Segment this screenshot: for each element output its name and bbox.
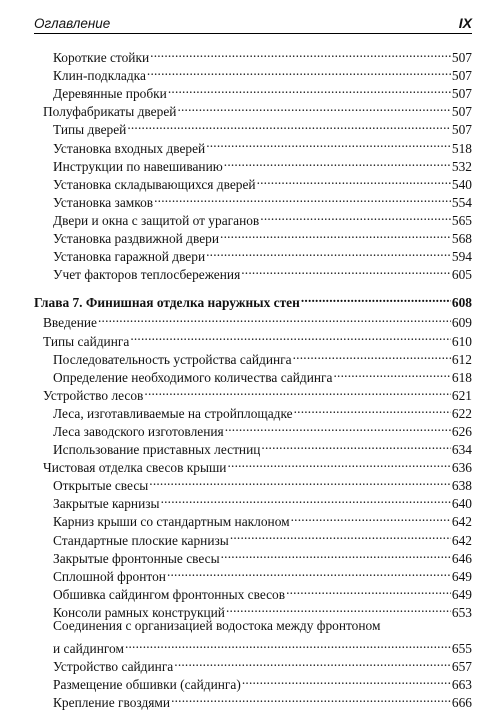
toc-leader-dots bbox=[260, 207, 451, 225]
toc-leader-dots bbox=[294, 400, 451, 418]
toc-entry-title-line1[interactable]: Соединения с организацией водостока между фронтоном bbox=[53, 617, 381, 633]
toc-entry-page: 622 bbox=[451, 405, 472, 421]
toc-entry-page: 621 bbox=[451, 387, 472, 403]
toc-entry-title: Закрытые карнизы bbox=[53, 496, 160, 512]
toc-entry-page: 609 bbox=[451, 315, 472, 331]
toc-leader-dots bbox=[242, 671, 451, 689]
toc-entry[interactable] bbox=[34, 635, 472, 657]
toc-entry-page: 565 bbox=[451, 212, 472, 228]
toc-chapter-page: 608 bbox=[451, 295, 472, 311]
toc-entry-title: Леса, изготавливаемые на стройплощадке bbox=[53, 405, 293, 421]
toc-entry-title: Размещение обшивки (сайдинга) bbox=[53, 677, 241, 693]
toc-entry-page: 638 bbox=[451, 478, 472, 494]
toc-leader-dots bbox=[130, 327, 451, 345]
toc-leader-dots bbox=[167, 563, 451, 581]
toc-entry-title: Деревянные пробки bbox=[53, 86, 167, 102]
toc-leader-dots bbox=[144, 382, 451, 400]
toc-entry-page: 507 bbox=[451, 104, 472, 120]
toc-chapter-title: Глава 7. Финишная отделка наружных стен bbox=[34, 295, 300, 311]
header-section-title: Оглавление bbox=[34, 16, 111, 31]
toc-entry-title: Инструкции по навешиванию bbox=[53, 158, 223, 174]
toc-entry-title: Установка раздвижной двери bbox=[53, 231, 220, 247]
toc-entry-title: Клин-подкладка bbox=[53, 68, 146, 84]
toc-leader-dots bbox=[226, 599, 451, 617]
toc-leader-dots bbox=[286, 581, 451, 599]
toc-entry-title: Учет факторов теплосбережения bbox=[53, 267, 241, 283]
toc-entry[interactable] bbox=[34, 44, 472, 66]
toc-leader-dots bbox=[125, 635, 451, 653]
toc-leader-dots bbox=[127, 116, 451, 134]
toc-entry-title: Использование приставных лестниц bbox=[53, 442, 261, 458]
table-of-contents bbox=[34, 44, 472, 711]
toc-entry-page: 610 bbox=[451, 333, 472, 349]
toc-entry-title: Установка гаражной двери bbox=[53, 249, 206, 265]
toc-entry-title: Устройство сайдинга bbox=[53, 659, 174, 675]
toc-leader-dots bbox=[149, 472, 451, 490]
toc-entry-page: 518 bbox=[451, 140, 472, 156]
toc-entry-page: 663 bbox=[451, 677, 472, 693]
toc-leader-dots bbox=[147, 62, 451, 80]
toc-entry-page: 657 bbox=[451, 659, 472, 675]
toc-leader-dots bbox=[171, 689, 451, 707]
toc-leader-dots bbox=[257, 171, 451, 189]
toc-leader-dots bbox=[206, 134, 451, 152]
toc-entry-page: 507 bbox=[451, 122, 472, 138]
toc-leader-dots bbox=[293, 346, 451, 364]
toc-entry-title: Консоли рамных конструкций bbox=[53, 604, 225, 620]
header-page-number: IX bbox=[458, 15, 472, 31]
toc-entry-page: 649 bbox=[451, 568, 472, 584]
toc-entry-title: Карниз крыши со стандартным наклоном bbox=[53, 514, 290, 530]
toc-entry-page: 666 bbox=[451, 695, 472, 711]
toc-entry-title: Сплошной фронтон bbox=[53, 568, 166, 584]
toc-entry-page: 655 bbox=[451, 641, 472, 657]
toc-entry-page: 642 bbox=[451, 532, 472, 548]
toc-entry-title-line2: и сайдингом bbox=[53, 641, 124, 657]
toc-entry-title: Стандартные плоские карнизы bbox=[53, 532, 229, 548]
toc-entry-page: 634 bbox=[451, 442, 472, 458]
toc-entry-page: 507 bbox=[451, 50, 472, 66]
toc-entry-title: Установка входных дверей bbox=[53, 140, 206, 156]
toc-entry-page: 594 bbox=[451, 249, 472, 265]
toc-leader-dots bbox=[291, 508, 451, 526]
toc-entry-page: 532 bbox=[451, 158, 472, 174]
toc-entry-title: Короткие стойки bbox=[53, 50, 150, 66]
toc-leader-dots bbox=[177, 98, 450, 116]
toc-entry-page: 568 bbox=[451, 231, 472, 247]
toc-entry-page: 507 bbox=[451, 86, 472, 102]
toc-leader-dots bbox=[224, 153, 451, 171]
toc-leader-dots bbox=[227, 454, 450, 472]
toc-entry-page: 605 bbox=[451, 267, 472, 283]
toc-leader-dots bbox=[241, 261, 451, 279]
toc-entry-page: 507 bbox=[451, 68, 472, 84]
toc-leader-dots bbox=[161, 490, 451, 508]
toc-leader-dots bbox=[221, 545, 451, 563]
toc-entry-title: Чистовая отделка свесов крыши bbox=[43, 460, 227, 476]
toc-entry-title: Открытые свесы bbox=[53, 478, 149, 494]
toc-chapter-entry[interactable] bbox=[34, 289, 472, 311]
toc-entry-page: 636 bbox=[451, 460, 472, 476]
toc-entry-page: 612 bbox=[451, 351, 472, 367]
toc-entry-page: 646 bbox=[451, 550, 472, 566]
toc-entry-title: Типы сайдинга bbox=[43, 333, 130, 349]
toc-leader-dots bbox=[301, 289, 451, 307]
toc-entry-page: 626 bbox=[451, 423, 472, 439]
toc-entry-title: Леса заводского изготовления bbox=[53, 423, 224, 439]
toc-entry-title: Двери и окна с защитой от ураганов bbox=[53, 212, 260, 228]
toc-leader-dots bbox=[334, 364, 451, 382]
toc-entry-title: Крепление гвоздями bbox=[53, 695, 171, 711]
toc-leader-dots bbox=[150, 44, 451, 62]
toc-entry-title: Последовательность устройства сайдинга bbox=[53, 351, 292, 367]
toc-entry-page: 649 bbox=[451, 586, 472, 602]
toc-entry-title: Типы дверей bbox=[53, 122, 127, 138]
toc-entry-page: 618 bbox=[451, 369, 472, 385]
toc-entry-page: 540 bbox=[451, 176, 472, 192]
toc-leader-dots bbox=[230, 526, 451, 544]
toc-entry-page: 640 bbox=[451, 496, 472, 512]
toc-entry-title: Полуфабрикаты дверей bbox=[43, 104, 177, 120]
toc-entry-title: Определение необходимого количества сайдинга bbox=[53, 369, 333, 385]
toc-entry[interactable] bbox=[34, 309, 472, 331]
toc-entry-page: 554 bbox=[451, 194, 472, 210]
toc-entry[interactable] bbox=[34, 327, 472, 349]
toc-entry-title: Обшивка сайдингом фронтонных свесов bbox=[53, 586, 286, 602]
toc-leader-dots bbox=[225, 418, 451, 436]
toc-entry-title: Установка замков bbox=[53, 194, 154, 210]
toc-entry-title: Введение bbox=[43, 315, 97, 331]
toc-entry-title: Закрытые фронтонные свесы bbox=[53, 550, 220, 566]
toc-entry-page: 653 bbox=[451, 604, 472, 620]
toc-leader-dots bbox=[220, 225, 451, 243]
toc-entry-page: 642 bbox=[451, 514, 472, 530]
toc-entry-title: Установка складывающихся дверей bbox=[53, 176, 256, 192]
running-header bbox=[34, 14, 472, 34]
toc-leader-dots bbox=[168, 80, 451, 98]
toc-leader-dots bbox=[174, 653, 451, 671]
toc-entry-title: Устройство лесов bbox=[43, 387, 144, 403]
toc-leader-dots bbox=[261, 436, 450, 454]
toc-leader-dots bbox=[98, 309, 451, 327]
toc-leader-dots bbox=[206, 243, 451, 261]
toc-leader-dots bbox=[154, 189, 451, 207]
